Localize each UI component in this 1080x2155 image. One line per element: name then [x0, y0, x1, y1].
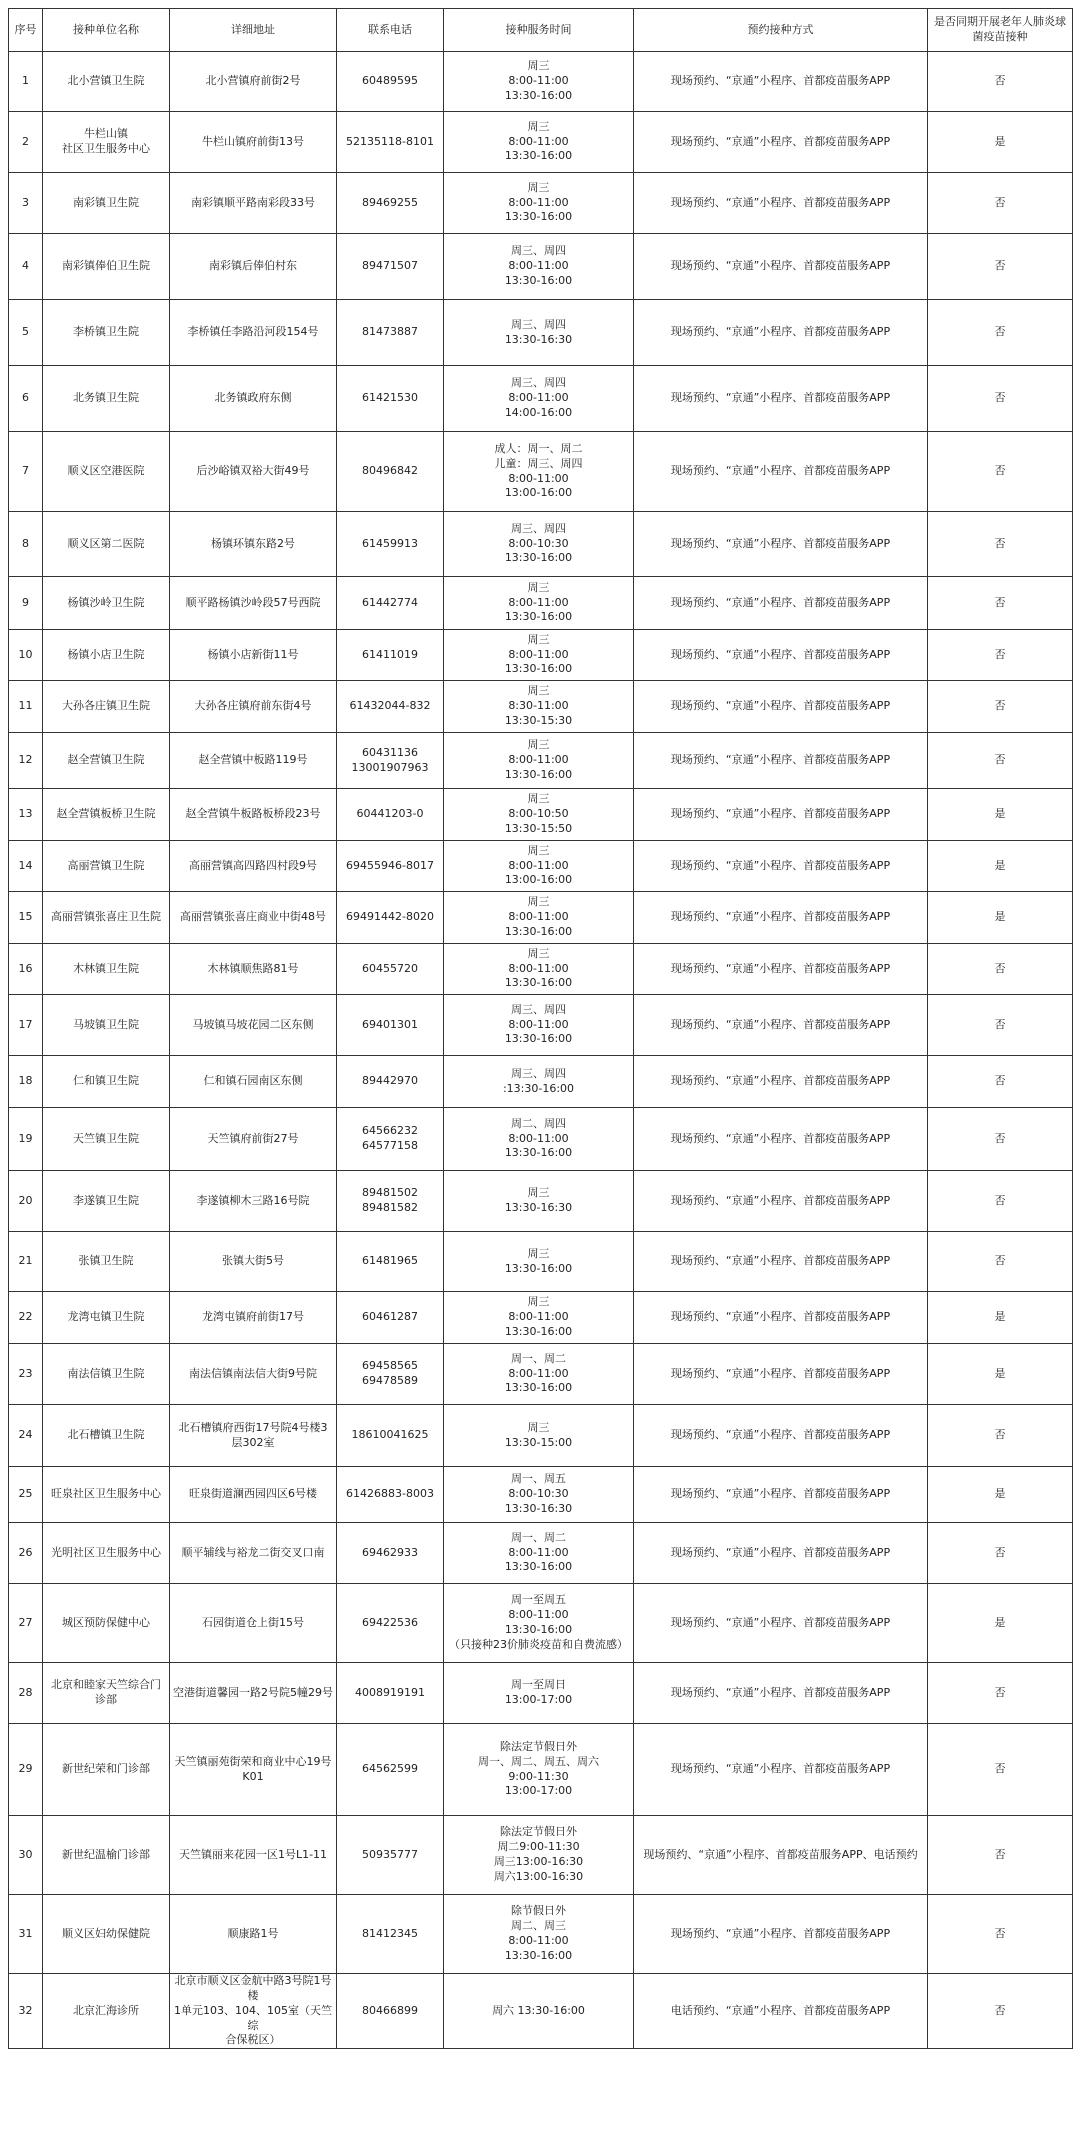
site-name: 高丽营镇张喜庄卫生院 [43, 892, 170, 944]
site-name: 南彩镇俸伯卫生院 [43, 234, 170, 300]
row-number: 5 [9, 300, 43, 366]
table-row [9, 1467, 1073, 1523]
phone: 60455720 [337, 944, 444, 995]
pneumococcal-flag: 否 [928, 1108, 1073, 1171]
table-row [9, 1232, 1073, 1292]
row-number: 6 [9, 366, 43, 432]
booking-method: 现场预约、“京通”小程序、首都疫苗服务APP [634, 1108, 928, 1171]
pneumococcal-flag: 否 [928, 432, 1073, 512]
header-cell: 详细地址 [170, 9, 337, 52]
row-number: 1 [9, 52, 43, 112]
phone: 81473887 [337, 300, 444, 366]
table-body [9, 52, 1073, 2049]
table-row [9, 366, 1073, 432]
site-name: 仁和镇卫生院 [43, 1056, 170, 1108]
pneumococcal-flag: 是 [928, 1292, 1073, 1344]
booking-method: 现场预约、“京通”小程序、首都疫苗服务APP [634, 1895, 928, 1974]
address: 高丽营镇高四路四村段9号 [170, 841, 337, 892]
address: 天竺镇丽苑街荣和商业中心19号 K01 [170, 1724, 337, 1816]
site-name: 北务镇卫生院 [43, 366, 170, 432]
table-row [9, 681, 1073, 733]
booking-method: 现场预约、“京通”小程序、首都疫苗服务APP [634, 630, 928, 681]
row-number: 30 [9, 1816, 43, 1895]
table-row [9, 577, 1073, 630]
service-hours: 周一、周二 8:00-11:00 13:30-16:00 [444, 1523, 634, 1584]
table-row [9, 1584, 1073, 1663]
pneumococcal-flag: 是 [928, 789, 1073, 841]
table-header-row [9, 9, 1073, 52]
phone: 61442774 [337, 577, 444, 630]
table-row [9, 944, 1073, 995]
pneumococcal-flag: 是 [928, 841, 1073, 892]
booking-method: 现场预约、“京通”小程序、首都疫苗服务APP [634, 234, 928, 300]
row-number: 2 [9, 112, 43, 173]
row-number: 25 [9, 1467, 43, 1523]
address: 牛栏山镇府前街13号 [170, 112, 337, 173]
service-hours: 周三 8:00-11:00 13:30-16:00 [444, 173, 634, 234]
pneumococcal-flag: 否 [928, 300, 1073, 366]
address: 顺平辅线与裕龙二街交叉口南 [170, 1523, 337, 1584]
phone: 18610041625 [337, 1405, 444, 1467]
phone: 69422536 [337, 1584, 444, 1663]
address: 马坡镇马坡花园二区东侧 [170, 995, 337, 1056]
header-cell: 联系电话 [337, 9, 444, 52]
row-number: 22 [9, 1292, 43, 1344]
site-name: 旺泉社区卫生服务中心 [43, 1467, 170, 1523]
phone: 60489595 [337, 52, 444, 112]
address: 北石槽镇府西街17号院4号楼3 层302室 [170, 1405, 337, 1467]
site-name: 顺义区第二医院 [43, 512, 170, 577]
booking-method: 现场预约、“京通”小程序、首都疫苗服务APP [634, 300, 928, 366]
pneumococcal-flag: 否 [928, 681, 1073, 733]
site-name: 杨镇沙岭卫生院 [43, 577, 170, 630]
site-name: 北小营镇卫生院 [43, 52, 170, 112]
site-name: 南法信镇卫生院 [43, 1344, 170, 1405]
pneumococcal-flag: 否 [928, 1056, 1073, 1108]
table-row [9, 892, 1073, 944]
phone: 89442970 [337, 1056, 444, 1108]
pneumococcal-flag: 否 [928, 1895, 1073, 1974]
row-number: 8 [9, 512, 43, 577]
service-hours: 周三 8:00-11:00 13:30-16:00 [444, 630, 634, 681]
row-number: 14 [9, 841, 43, 892]
pneumococcal-flag: 是 [928, 892, 1073, 944]
phone: 60441203-0 [337, 789, 444, 841]
pneumococcal-flag: 是 [928, 112, 1073, 173]
table-row [9, 1974, 1073, 2049]
phone: 89469255 [337, 173, 444, 234]
site-name: 赵全营镇板桥卫生院 [43, 789, 170, 841]
booking-method: 现场预约、“京通”小程序、首都疫苗服务APP [634, 1232, 928, 1292]
row-number: 15 [9, 892, 43, 944]
table-row [9, 432, 1073, 512]
phone: 61426883-8003 [337, 1467, 444, 1523]
site-name: 光明社区卫生服务中心 [43, 1523, 170, 1584]
address: 南法信镇南法信大街9号院 [170, 1344, 337, 1405]
address: 北小营镇府前街2号 [170, 52, 337, 112]
booking-method: 现场预约、“京通”小程序、首都疫苗服务APP [634, 577, 928, 630]
address: 石园街道仓上街15号 [170, 1584, 337, 1663]
service-hours: 周三 13:30-15:00 [444, 1405, 634, 1467]
phone: 4008919191 [337, 1663, 444, 1724]
address: 旺泉街道澜西园四区6号楼 [170, 1467, 337, 1523]
service-hours: 周一、周五 8:00-10:30 13:30-16:30 [444, 1467, 634, 1523]
phone: 60431136 13001907963 [337, 733, 444, 789]
pneumococcal-flag: 否 [928, 995, 1073, 1056]
phone: 69458565 69478589 [337, 1344, 444, 1405]
booking-method: 现场预约、“京通”小程序、首都疫苗服务APP [634, 173, 928, 234]
service-hours: 周三 8:00-11:00 13:30-16:00 [444, 577, 634, 630]
table-row [9, 1171, 1073, 1232]
service-hours: 除法定节假日外 周一、周二、周五、周六 9:00-11:30 13:00-17:00 [444, 1724, 634, 1816]
pneumococcal-flag: 否 [928, 630, 1073, 681]
address: 仁和镇石园南区东侧 [170, 1056, 337, 1108]
service-hours: 除节假日外 周二、周三 8:00-11:00 13:30-16:00 [444, 1895, 634, 1974]
table-row [9, 995, 1073, 1056]
site-name: 新世纪温榆门诊部 [43, 1816, 170, 1895]
table-row [9, 52, 1073, 112]
header-cell: 序号 [9, 9, 43, 52]
address: 李遂镇柳木三路16号院 [170, 1171, 337, 1232]
pneumococcal-flag: 否 [928, 1523, 1073, 1584]
pneumococcal-flag: 否 [928, 1232, 1073, 1292]
phone: 80496842 [337, 432, 444, 512]
row-number: 16 [9, 944, 43, 995]
booking-method: 现场预约、“京通”小程序、首都疫苗服务APP [634, 366, 928, 432]
site-name: 李遂镇卫生院 [43, 1171, 170, 1232]
pneumococcal-flag: 否 [928, 1405, 1073, 1467]
pneumococcal-flag: 否 [928, 512, 1073, 577]
site-name: 高丽营镇卫生院 [43, 841, 170, 892]
row-number: 32 [9, 1974, 43, 2049]
phone: 61459913 [337, 512, 444, 577]
booking-method: 现场预约、“京通”小程序、首都疫苗服务APP、电话预约 [634, 1816, 928, 1895]
address: 空港街道馨园一路2号院5幢29号 [170, 1663, 337, 1724]
phone: 50935777 [337, 1816, 444, 1895]
pneumococcal-flag: 否 [928, 1724, 1073, 1816]
phone: 64566232 64577158 [337, 1108, 444, 1171]
row-number: 24 [9, 1405, 43, 1467]
booking-method: 现场预约、“京通”小程序、首都疫苗服务APP [634, 1056, 928, 1108]
address: 赵全营镇牛板路板桥段23号 [170, 789, 337, 841]
address: 顺康路1号 [170, 1895, 337, 1974]
service-hours: 周三 8:00-11:00 13:30-16:00 [444, 892, 634, 944]
service-hours: 周三、周四 :13:30-16:00 [444, 1056, 634, 1108]
service-hours: 周一至周五 8:00-11:00 13:30-16:00 （只接种23价肺炎疫苗和自费流感） [444, 1584, 634, 1663]
service-hours: 周一、周二 8:00-11:00 13:30-16:00 [444, 1344, 634, 1405]
booking-method: 现场预约、“京通”小程序、首都疫苗服务APP [634, 1171, 928, 1232]
row-number: 23 [9, 1344, 43, 1405]
booking-method: 现场预约、“京通”小程序、首都疫苗服务APP [634, 432, 928, 512]
service-hours: 除法定节假日外 周二9:00-11:30 周三13:00-16:30 周六13:00-16:30 [444, 1816, 634, 1895]
service-hours: 周三、周四 8:00-11:00 13:30-16:00 [444, 234, 634, 300]
service-hours: 周三 8:00-11:00 13:30-16:00 [444, 733, 634, 789]
booking-method: 现场预约、“京通”小程序、首都疫苗服务APP [634, 1523, 928, 1584]
pneumococcal-flag: 否 [928, 52, 1073, 112]
site-name: 北京和睦家天竺综合门 诊部 [43, 1663, 170, 1724]
phone: 61432044-832 [337, 681, 444, 733]
site-name: 北京汇海诊所 [43, 1974, 170, 2049]
row-number: 29 [9, 1724, 43, 1816]
table-row [9, 733, 1073, 789]
service-hours: 周六 13:30-16:00 [444, 1974, 634, 2049]
address: 大孙各庄镇府前东街4号 [170, 681, 337, 733]
site-name: 天竺镇卫生院 [43, 1108, 170, 1171]
phone: 80466899 [337, 1974, 444, 2049]
booking-method: 现场预约、“京通”小程序、首都疫苗服务APP [634, 1467, 928, 1523]
site-name: 大孙各庄镇卫生院 [43, 681, 170, 733]
address: 北京市顺义区金航中路3号院1号楼 1单元103、104、105室（天竺综 合保税区） [170, 1974, 337, 2049]
site-name: 赵全营镇卫生院 [43, 733, 170, 789]
table-row [9, 1292, 1073, 1344]
row-number: 17 [9, 995, 43, 1056]
pneumococcal-flag: 否 [928, 366, 1073, 432]
row-number: 7 [9, 432, 43, 512]
service-hours: 周三、周四 8:00-10:30 13:30-16:00 [444, 512, 634, 577]
pneumococcal-flag: 否 [928, 1663, 1073, 1724]
pneumococcal-flag: 否 [928, 577, 1073, 630]
site-name: 木林镇卫生院 [43, 944, 170, 995]
table-row [9, 789, 1073, 841]
booking-method: 现场预约、“京通”小程序、首都疫苗服务APP [634, 789, 928, 841]
site-name: 马坡镇卫生院 [43, 995, 170, 1056]
phone: 69455946-8017 [337, 841, 444, 892]
row-number: 27 [9, 1584, 43, 1663]
service-hours: 周三 8:00-11:00 13:30-16:00 [444, 1292, 634, 1344]
table-row [9, 1895, 1073, 1974]
phone: 69491442-8020 [337, 892, 444, 944]
phone: 60461287 [337, 1292, 444, 1344]
booking-method: 现场预约、“京通”小程序、首都疫苗服务APP [634, 681, 928, 733]
pneumococcal-flag: 否 [928, 234, 1073, 300]
booking-method: 现场预约、“京通”小程序、首都疫苗服务APP [634, 892, 928, 944]
pneumococcal-flag: 否 [928, 173, 1073, 234]
vaccination-sites-document [8, 8, 1072, 2049]
pneumococcal-flag: 否 [928, 733, 1073, 789]
row-number: 20 [9, 1171, 43, 1232]
row-number: 4 [9, 234, 43, 300]
phone: 81412345 [337, 1895, 444, 1974]
site-name: 杨镇小店卫生院 [43, 630, 170, 681]
address: 天竺镇丽来花园一区1号L1-11 [170, 1816, 337, 1895]
table-row [9, 1056, 1073, 1108]
phone: 61421530 [337, 366, 444, 432]
service-hours: 周一至周日 13:00-17:00 [444, 1663, 634, 1724]
address: 北务镇政府东侧 [170, 366, 337, 432]
address: 木林镇顺焦路81号 [170, 944, 337, 995]
row-number: 28 [9, 1663, 43, 1724]
site-name: 城区预防保健中心 [43, 1584, 170, 1663]
booking-method: 现场预约、“京通”小程序、首都疫苗服务APP [634, 944, 928, 995]
pneumococcal-flag: 否 [928, 944, 1073, 995]
row-number: 3 [9, 173, 43, 234]
table-row [9, 300, 1073, 366]
service-hours: 周三 8:00-11:00 13:30-16:00 [444, 944, 634, 995]
booking-method: 现场预约、“京通”小程序、首都疫苗服务APP [634, 52, 928, 112]
site-name: 南彩镇卫生院 [43, 173, 170, 234]
site-name: 张镇卫生院 [43, 1232, 170, 1292]
address: 南彩镇顺平路南彩段33号 [170, 173, 337, 234]
booking-method: 现场预约、“京通”小程序、首都疫苗服务APP [634, 1344, 928, 1405]
site-name: 李桥镇卫生院 [43, 300, 170, 366]
header-cell: 是否同期开展老年人肺炎球菌疫苗接种 [928, 9, 1073, 52]
row-number: 10 [9, 630, 43, 681]
booking-method: 现场预约、“京通”小程序、首都疫苗服务APP [634, 995, 928, 1056]
row-number: 21 [9, 1232, 43, 1292]
address: 高丽营镇张喜庄商业中街48号 [170, 892, 337, 944]
address: 张镇大街5号 [170, 1232, 337, 1292]
table-row [9, 234, 1073, 300]
address: 杨镇环镇东路2号 [170, 512, 337, 577]
phone: 89471507 [337, 234, 444, 300]
address: 龙湾屯镇府前街17号 [170, 1292, 337, 1344]
row-number: 11 [9, 681, 43, 733]
header-cell: 接种单位名称 [43, 9, 170, 52]
pneumococcal-flag: 是 [928, 1344, 1073, 1405]
service-hours: 周三 8:00-11:00 13:30-16:00 [444, 52, 634, 112]
row-number: 18 [9, 1056, 43, 1108]
site-name: 北石槽镇卫生院 [43, 1405, 170, 1467]
service-hours: 周三 13:30-16:00 [444, 1232, 634, 1292]
pneumococcal-flag: 是 [928, 1584, 1073, 1663]
phone: 61481965 [337, 1232, 444, 1292]
service-hours: 周二、周四 8:00-11:00 13:30-16:00 [444, 1108, 634, 1171]
phone: 61411019 [337, 630, 444, 681]
table-row [9, 512, 1073, 577]
site-name: 龙湾屯镇卫生院 [43, 1292, 170, 1344]
address: 天竺镇府前街27号 [170, 1108, 337, 1171]
phone: 52135118-8101 [337, 112, 444, 173]
service-hours: 周三 8:00-11:00 13:00-16:00 [444, 841, 634, 892]
phone: 64562599 [337, 1724, 444, 1816]
service-hours: 周三 8:00-10:50 13:30-15:50 [444, 789, 634, 841]
row-number: 12 [9, 733, 43, 789]
service-hours: 成人：周一、周二 儿童：周三、周四 8:00-11:00 13:00-16:00 [444, 432, 634, 512]
table-row [9, 173, 1073, 234]
row-number: 13 [9, 789, 43, 841]
service-hours: 周三、周四 13:30-16:30 [444, 300, 634, 366]
table-row [9, 630, 1073, 681]
table-row [9, 1344, 1073, 1405]
pneumococcal-flag: 否 [928, 1171, 1073, 1232]
table-row [9, 841, 1073, 892]
booking-method: 电话预约、“京通”小程序、首都疫苗服务APP [634, 1974, 928, 2049]
row-number: 19 [9, 1108, 43, 1171]
table-row [9, 1724, 1073, 1816]
address: 后沙峪镇双裕大街49号 [170, 432, 337, 512]
table-row [9, 1523, 1073, 1584]
row-number: 9 [9, 577, 43, 630]
booking-method: 现场预约、“京通”小程序、首都疫苗服务APP [634, 733, 928, 789]
pneumococcal-flag: 否 [928, 1816, 1073, 1895]
pneumococcal-flag: 是 [928, 1467, 1073, 1523]
site-name: 牛栏山镇 社区卫生服务中心 [43, 112, 170, 173]
service-hours: 周三 8:30-11:00 13:30-15:30 [444, 681, 634, 733]
phone: 69401301 [337, 995, 444, 1056]
phone: 89481502 89481582 [337, 1171, 444, 1232]
booking-method: 现场预约、“京通”小程序、首都疫苗服务APP [634, 512, 928, 577]
table-row [9, 1816, 1073, 1895]
booking-method: 现场预约、“京通”小程序、首都疫苗服务APP [634, 1405, 928, 1467]
address: 李桥镇任李路沿河段154号 [170, 300, 337, 366]
vaccination-sites-table [8, 8, 1073, 2049]
address: 南彩镇后俸伯村东 [170, 234, 337, 300]
row-number: 31 [9, 1895, 43, 1974]
header-cell: 接种服务时间 [444, 9, 634, 52]
service-hours: 周三 8:00-11:00 13:30-16:00 [444, 112, 634, 173]
phone: 69462933 [337, 1523, 444, 1584]
table-row [9, 112, 1073, 173]
service-hours: 周三 13:30-16:30 [444, 1171, 634, 1232]
site-name: 新世纪荣和门诊部 [43, 1724, 170, 1816]
site-name: 顺义区空港医院 [43, 432, 170, 512]
booking-method: 现场预约、“京通”小程序、首都疫苗服务APP [634, 841, 928, 892]
header-cell: 预约接种方式 [634, 9, 928, 52]
service-hours: 周三、周四 8:00-11:00 14:00-16:00 [444, 366, 634, 432]
pneumococcal-flag: 否 [928, 1974, 1073, 2049]
address: 赵全营镇中板路119号 [170, 733, 337, 789]
site-name: 顺义区妇幼保健院 [43, 1895, 170, 1974]
row-number: 26 [9, 1523, 43, 1584]
address: 顺平路杨镇沙岭段57号西院 [170, 577, 337, 630]
booking-method: 现场预约、“京通”小程序、首都疫苗服务APP [634, 1663, 928, 1724]
booking-method: 现场预约、“京通”小程序、首都疫苗服务APP [634, 1584, 928, 1663]
booking-method: 现场预约、“京通”小程序、首都疫苗服务APP [634, 112, 928, 173]
table-row [9, 1108, 1073, 1171]
service-hours: 周三、周四 8:00-11:00 13:30-16:00 [444, 995, 634, 1056]
table-row [9, 1405, 1073, 1467]
address: 杨镇小店新街11号 [170, 630, 337, 681]
booking-method: 现场预约、“京通”小程序、首都疫苗服务APP [634, 1292, 928, 1344]
table-row [9, 1663, 1073, 1724]
booking-method: 现场预约、“京通”小程序、首都疫苗服务APP [634, 1724, 928, 1816]
